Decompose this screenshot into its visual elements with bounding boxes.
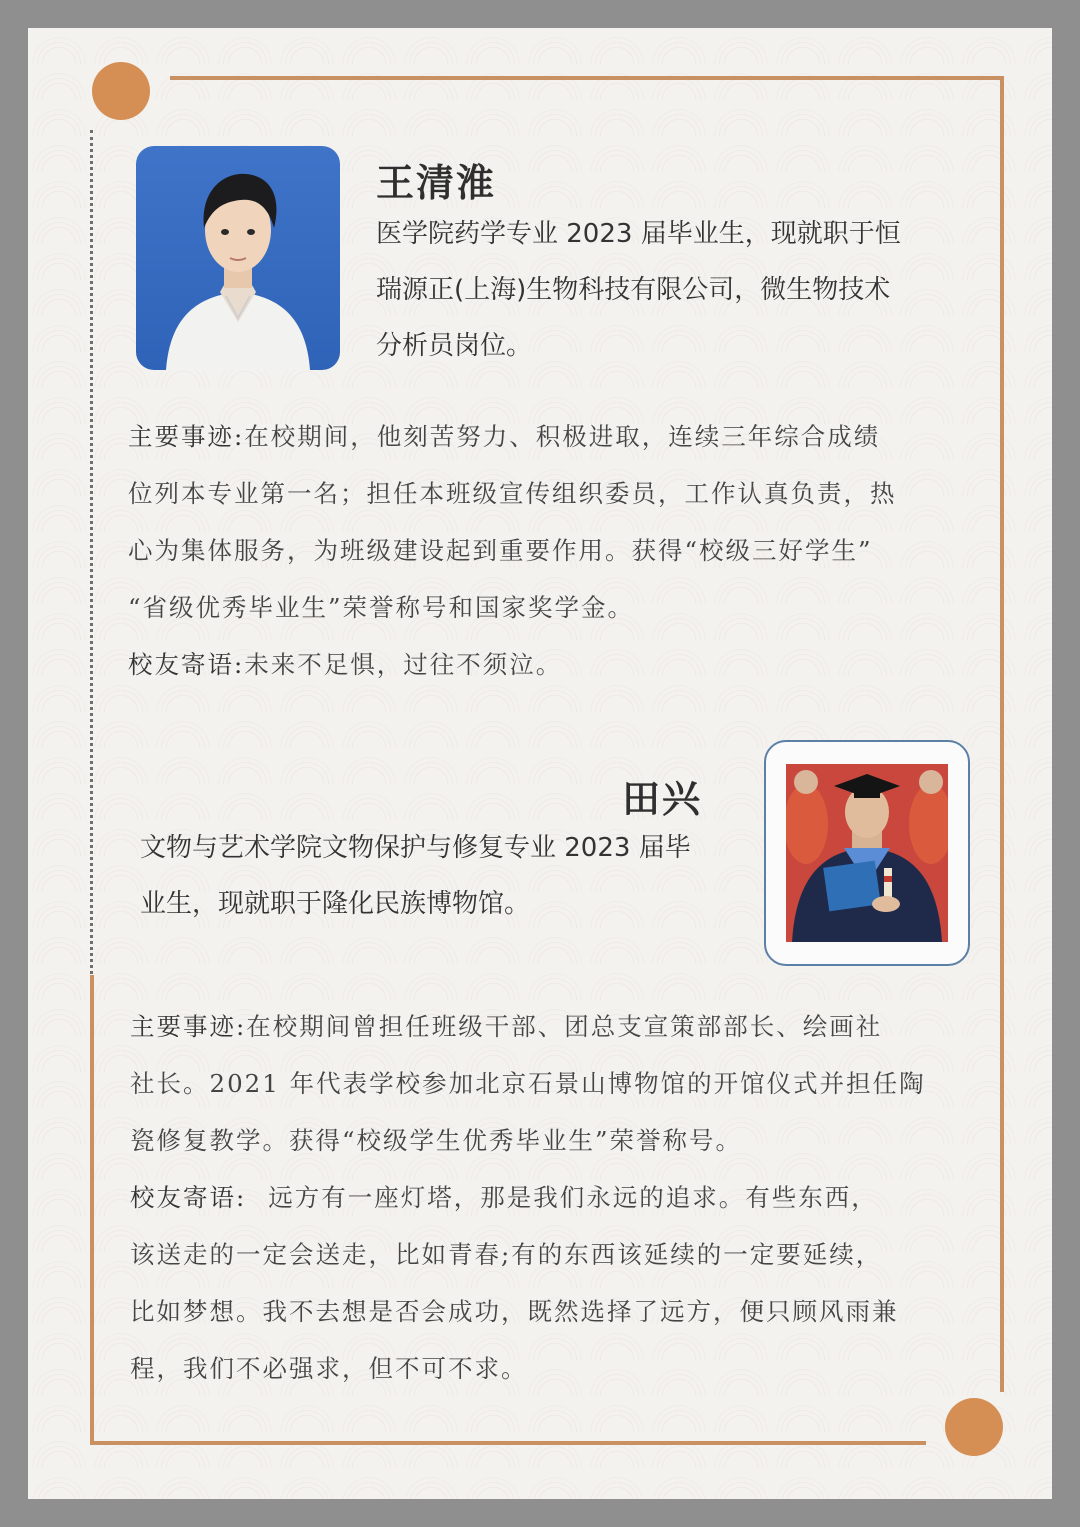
person2-name: 田兴 xyxy=(622,777,703,821)
person1-intro-line: 医学院药学专业 2023 届毕业生，现就职于恒 xyxy=(376,219,901,249)
message-label: 校友寄语: xyxy=(128,650,245,679)
person1-deeds-line xyxy=(128,408,880,465)
person2-deeds-line: 瓷修复教学。获得“校级学生优秀毕业生”荣誉称号。 xyxy=(130,1126,743,1155)
portrait-photo xyxy=(136,146,340,370)
person1-name: 王清淮 xyxy=(376,161,497,205)
person2-message-line: 程，我们不必强求，但不可不求。 xyxy=(130,1354,528,1383)
deeds-label: 主要事迹: xyxy=(130,1012,247,1041)
frame-right-line xyxy=(1000,76,1004,1392)
person1-deeds-line: 心为集体服务，为班级建设起到重要作用。获得“校级三好学生” xyxy=(128,536,873,565)
message-label: 校友寄语: xyxy=(130,1183,247,1212)
frame-left-dotted-line xyxy=(90,130,93,980)
graduation-illustration xyxy=(786,764,948,942)
person2-deeds-line: 社长。2021 年代表学校参加北京石景山博物馆的开馆仪式并担任陶 xyxy=(130,1069,926,1098)
person1-message-line xyxy=(128,636,562,693)
portrait-illustration xyxy=(136,146,340,370)
person1-deeds-line: “省级优秀毕业生”荣誉称号和国家奖学金。 xyxy=(128,593,635,622)
frame-top-line xyxy=(170,76,1004,80)
frame-bottom-line xyxy=(90,1441,926,1445)
decorative-circle-icon xyxy=(945,1398,1003,1456)
message-text: 远方有一座灯塔，那是我们永远的追求。有些东西， xyxy=(268,1183,878,1212)
person2-intro-line: 业生，现就职于隆化民族博物馆。 xyxy=(140,889,531,919)
decorative-circle-icon xyxy=(92,62,150,120)
deeds-text: 在校期间，他刻苦努力、积极进取，连续三年综合成绩 xyxy=(244,422,881,451)
person1-intro-line: 瑞源正(上海)生物科技有限公司，微生物技术 xyxy=(376,275,891,305)
graduation-photo-frame xyxy=(764,740,970,966)
person1-deeds-line: 位列本专业第一名；担任本班级宣传组织委员，工作认真负责，热 xyxy=(128,479,897,508)
person2-deeds-line xyxy=(130,998,882,1055)
graduation-photo xyxy=(786,764,948,942)
person2-intro-line: 文物与艺术学院文物保护与修复专业 2023 届毕 xyxy=(140,833,691,863)
person1-intro-line: 分析员岗位。 xyxy=(376,331,533,361)
frame-left-line xyxy=(90,975,94,1445)
deeds-text: 在校期间曾担任班级干部、团总支宣策部部长、绘画社 xyxy=(246,1012,883,1041)
person2-message-line: 该送走的一定会送走，比如青春;有的东西该延续的一定要延续， xyxy=(130,1240,883,1269)
deeds-label: 主要事迹: xyxy=(128,422,245,451)
person2-message-line: 比如梦想。我不去想是否会成功，既然选择了远方，便只顾风雨兼 xyxy=(130,1297,899,1326)
message-text: 未来不足惧，过往不须泣。 xyxy=(244,650,563,679)
person2-message-line xyxy=(130,1169,878,1226)
